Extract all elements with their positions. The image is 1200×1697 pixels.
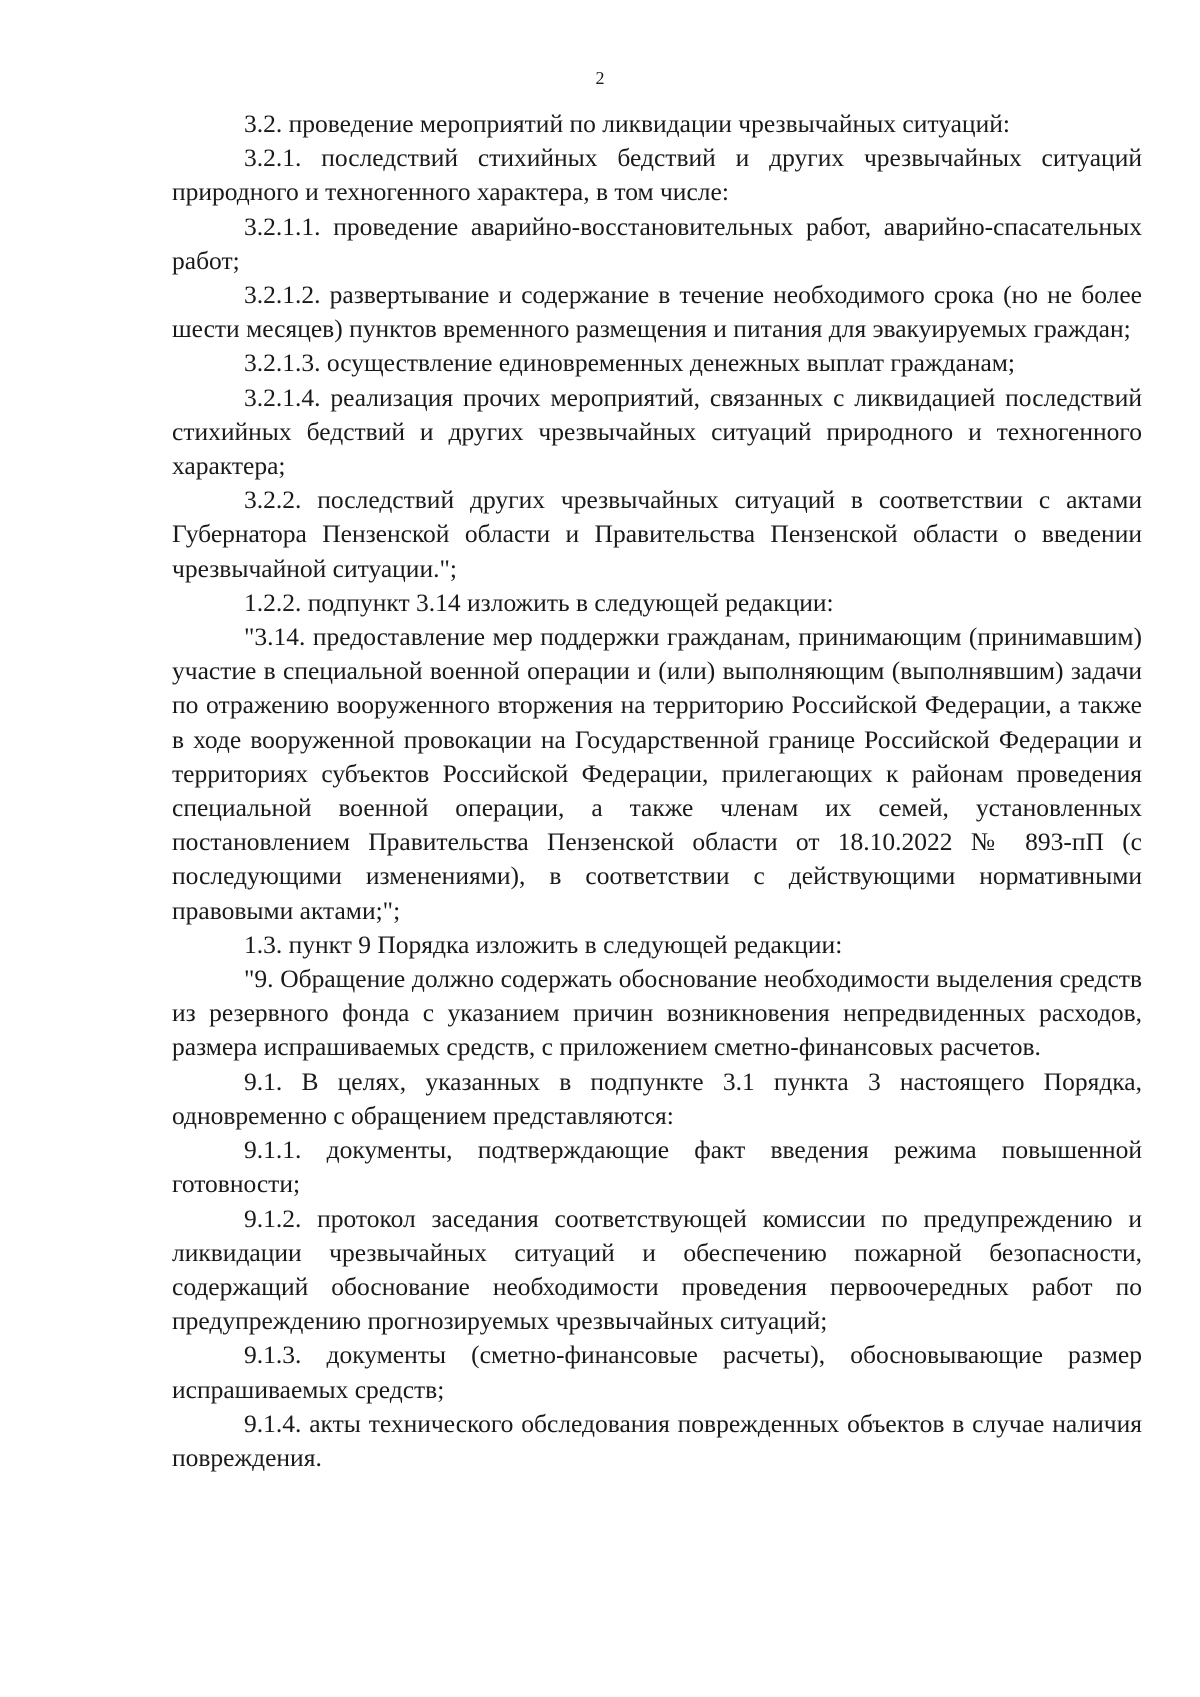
paragraph-9-1-3: 9.1.3. документы (сметно-финансовые расчеты), обосновывающие размер испрашиваемых средств; [172, 1340, 1142, 1404]
paragraph-3-2-1-3: 3.2.1.3. осуществление единовременных денежных выплат гражданам; [244, 348, 1016, 378]
paragraph-1-3: 1.3. пункт 9 Порядка изложить в следующей редакции: [244, 929, 843, 959]
paragraph-3-2-2: 3.2.2. последствий других чрезвычайных ситуаций в соответствии с актами Губернатора Пензенской области и Правительства Пензенской области о введении чрезвычайной ситуации."; [172, 485, 1142, 583]
paragraph-3-2-1-2: 3.2.1.2. развертывание и содержание в течение необходимого срока (но не более шести месяцев) пунктов временного размещения и питания для эвакуируемых граждан; [172, 280, 1142, 344]
paragraph-9-1-4: 9.1.4. акты технического обследования поврежденных объектов в случае наличия повреждения. [172, 1408, 1142, 1472]
paragraph-9: "9. Обращение должно содержать обоснование необходимости выделения средств из резервного фонда с указанием причин возникновения непредвиденных расходов, размера испрашиваемых средств, с приложением сметно-финансовых расчетов. [172, 964, 1142, 1062]
paragraph-1-2-2: 1.2.2. подпункт 3.14 изложить в следующей редакции: [244, 587, 834, 617]
paragraph-3-2-1: 3.2.1. последствий стихийных бедствий и других чрезвычайных ситуаций природного и техногенного характера, в том числе: [172, 143, 1142, 207]
paragraph-3-2-1-4: 3.2.1.4. реализация прочих мероприятий, связанных с ликвидацией последствий стихийных бедствий и других чрезвычайных ситуаций природного и техногенного характера; [172, 382, 1142, 481]
paragraph-9-1-2: 9.1.2. протокол заседания соответствующей комиссии по предупреждению и ликвидации чрезвычайных ситуаций и обеспечению пожарной безопасности, содержащий обоснование необходимости проведения первоочередных работ по предупреждению прогнозируемых чрезвычайных ситуаций; [172, 1203, 1142, 1336]
paragraph-9-1: 9.1. В целях, указанных в подпункте 3.1 пункта 3 настоящего Порядка, одновременно с обращением представляются: [172, 1066, 1142, 1130]
document-body [172, 107, 1142, 1475]
page-number: 2 [595, 68, 605, 88]
paragraph-3-2-1-1: 3.2.1.1. проведение аварийно-восстановительных работ, аварийно-спасательных работ; [172, 211, 1142, 275]
paragraph-3-2: 3.2. проведение мероприятий по ликвидации чрезвычайных ситуаций: [244, 109, 1010, 138]
paragraph-9-1-1: 9.1.1. документы, подтверждающие факт введения режима повышенной готовности; [172, 1135, 1142, 1199]
paragraph-3-14: "3.14. предоставление мер поддержки гражданам, принимающим (принимавшим) участие в специальной военной операции и (или) выполняющим (выполнявшим) задачи по отражению вооруженного вторжения на территорию Российской Федерации, а также в ходе вооруженной провокации на Государственной границе Российской Федерации и территориях субъектов Российской Федерации, прилегающих к районам проведения специальной военной операции, а также членам их семей, установленных постановлением Правительства Пензенской области от 18.10.2022 № 893-пП (с последующими изменениями), в соответствии с действующими нормативными правовыми актами;"; [172, 622, 1142, 925]
